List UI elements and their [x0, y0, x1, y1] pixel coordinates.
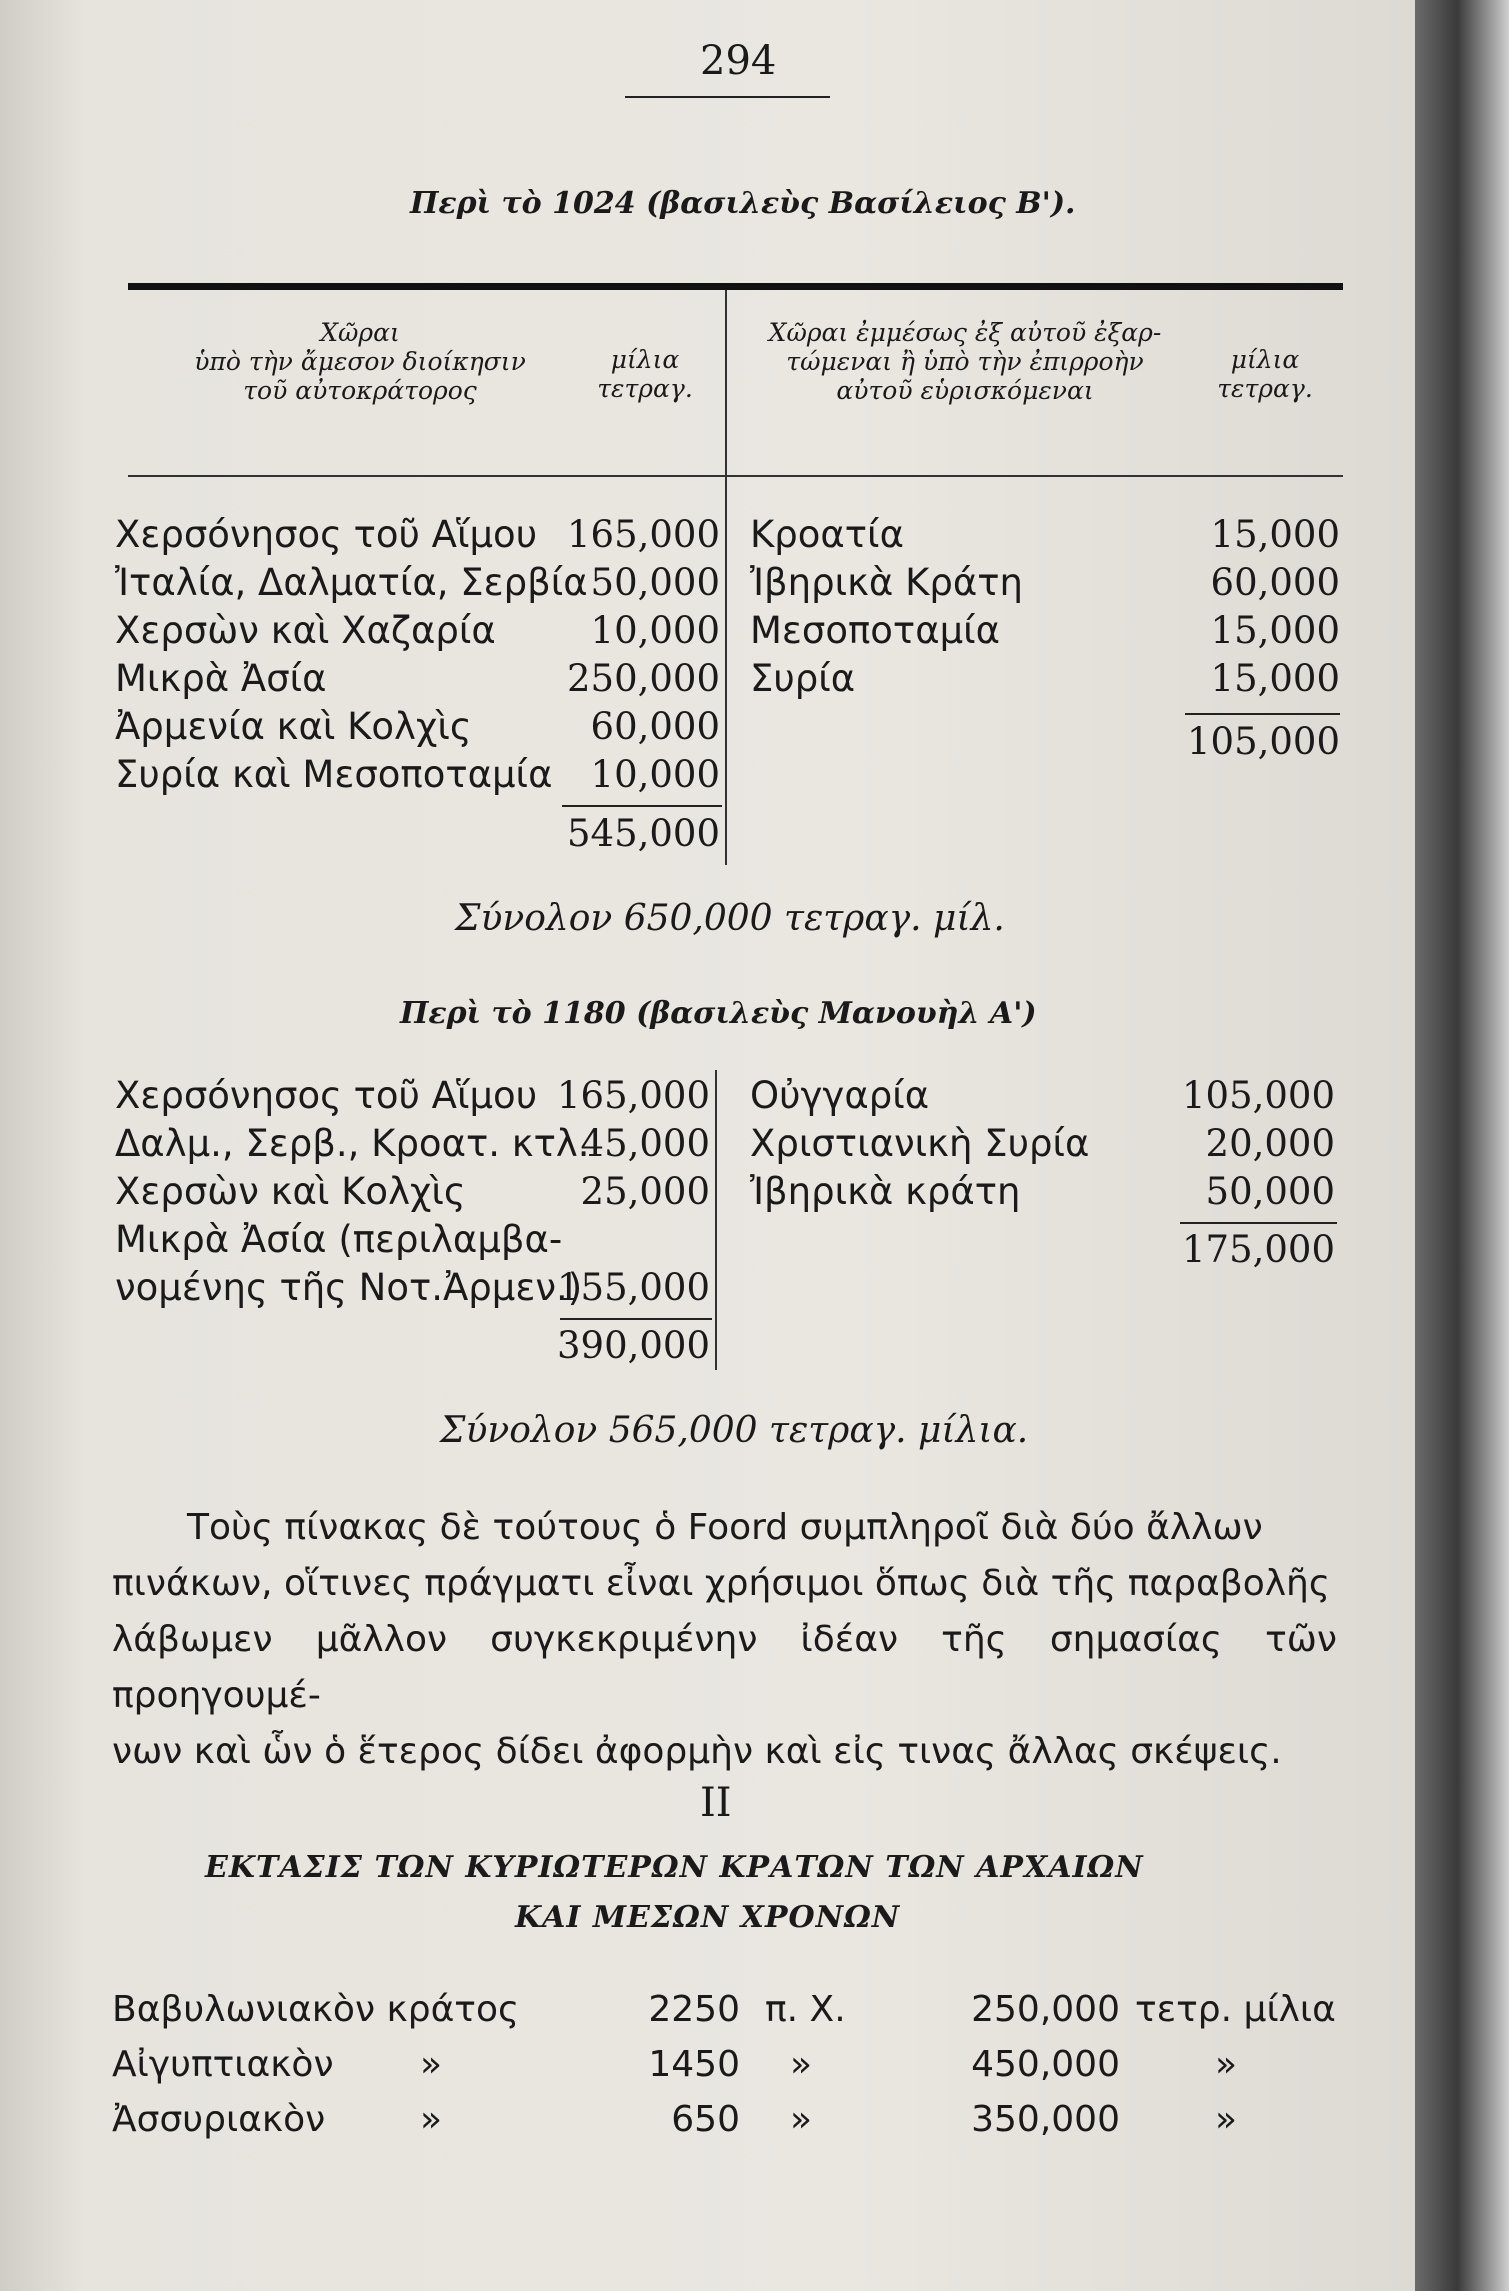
empire-ditto: »	[420, 2099, 443, 2140]
header-left-unit	[585, 345, 705, 403]
section-number: II	[700, 1780, 732, 1826]
header-right-region-line: τώμεναι ἢ ὑπὸ τὴν ἐπιρροὴν	[786, 347, 1144, 376]
page-number-rule	[625, 96, 830, 98]
page-number: 294	[700, 38, 777, 84]
header-left-unit-line: τετραγ.	[597, 374, 693, 403]
empire-unit: »	[1215, 2044, 1238, 2085]
paragraph-line: Τοὺς πίνακας δὲ τούτους ὁ Foord συμπληροῖ διὰ δύο ἄλλων	[187, 1507, 1263, 1548]
table-1180-divider	[715, 1070, 717, 1370]
table-row: Χερσὼν καὶ Χαζαρία	[115, 609, 496, 652]
table-row-value: 20,000	[1205, 1122, 1335, 1165]
table-row: Συρία καὶ Μεσοποταμία	[115, 753, 553, 796]
empire-year: 1450	[648, 2044, 740, 2085]
table-row: Ἀρμενία καὶ Κολχὶς	[115, 705, 472, 748]
table-row: Συρία	[750, 657, 856, 700]
empire-name: Βαβυλωνιακὸν κράτος	[112, 1989, 520, 2030]
heading-1024: Περὶ τὸ 1024 (βασιλεὺς Βασίλειος Β').	[410, 186, 1076, 221]
empire-year: 2250	[648, 1989, 740, 2030]
table-row: Οὐγγαρία	[750, 1074, 930, 1117]
empire-name: Ἀσσυριακὸν	[112, 2099, 326, 2140]
table-row-value: 10,000	[590, 609, 720, 652]
header-left-region	[150, 318, 570, 405]
empire-unit: τετρ. μίλια	[1135, 1989, 1336, 2030]
total-1024: Σύνολον 650,000 τετραγ. μίλ.	[455, 898, 1005, 939]
table-row: Ἰβηρικὰ κράτη	[750, 1170, 1021, 1213]
empire-name: Αἰγυπτιακὸν	[112, 2044, 334, 2085]
table-row-value: 50,000	[1205, 1170, 1335, 1213]
table-row: Μικρὰ Ἀσία	[115, 657, 327, 700]
table-row-value: 10,000	[590, 753, 720, 796]
table-row: νομένης τῆς Νοτ.Ἀρμεν.)	[115, 1266, 583, 1309]
table-row-value: 45,000	[580, 1122, 710, 1165]
table-row-value: 60,000	[1210, 561, 1340, 604]
table-row: Μικρὰ Ἀσία (περιλαμβα-	[115, 1218, 563, 1261]
body-paragraph	[112, 1500, 1337, 1780]
table-row: Ἰταλία, Δαλματία, Σερβία	[115, 561, 588, 604]
header-right-unit-line: τετραγ.	[1217, 374, 1313, 403]
empire-ditto: »	[420, 2044, 443, 2085]
table-row: Κροατία	[750, 513, 904, 556]
table-row: Μεσοποταμία	[750, 609, 1001, 652]
table-row-value: 25,000	[580, 1170, 710, 1213]
paragraph-line: νων καὶ ὧν ὁ ἕτερος δίδει ἀφορμὴν καὶ εἰς τινας ἄλλας σκέψεις.	[112, 1731, 1282, 1772]
section-title-line1: ΕΚΤΑΣΙΣ ΤΩΝ ΚΥΡΙΩΤΕΡΩΝ ΚΡΑΤΩΝ ΤΩΝ ΑΡΧΑΙΩΝ	[205, 1850, 1144, 1885]
table-row-value: 15,000	[1210, 609, 1340, 652]
total-1180: Σύνολον 565,000 τετραγ. μίλια.	[440, 1410, 1029, 1451]
empire-era: »	[790, 2099, 813, 2140]
header-right-unit-line: μίλια	[1230, 345, 1300, 374]
paragraph-line: πινάκων, οἵτινες πράγματι εἶναι χρήσιμοι ὅπως διὰ τῆς παραβολῆς	[112, 1563, 1330, 1604]
paragraph-line: λάβωμεν μᾶλλον συγκεκριμένην ἰδέαν τῆς σημασίας τῶν προηγουμέ-	[112, 1619, 1337, 1716]
table-row: Χερσόνησος τοῦ Αἵμου	[115, 513, 538, 556]
header-right-region-line: αὐτοῦ εὑρισκόμεναι	[836, 376, 1094, 405]
header-right-region	[730, 318, 1200, 405]
sum-rule	[560, 1318, 712, 1320]
book-spine-shadow	[1415, 0, 1509, 2291]
header-left-region-line: ὑπὸ τὴν ἄμεσον διοίκησιν	[194, 347, 526, 376]
table-row-value: 50,000	[590, 561, 720, 604]
table-row-value: 165,000	[566, 513, 720, 556]
left-sum: 545,000	[566, 812, 720, 855]
header-right-unit	[1200, 345, 1330, 403]
sum-rule	[1180, 1222, 1337, 1224]
sum-rule	[1185, 713, 1340, 715]
table-row: Χερσὼν καὶ Κολχὶς	[115, 1170, 466, 1213]
table-row-value: 15,000	[1210, 513, 1340, 556]
left-sum: 390,000	[556, 1324, 710, 1367]
section-title-line2: ΚΑΙ ΜΕΣΩΝ ΧΡΟΝΩΝ	[515, 1900, 901, 1935]
empire-area: 250,000	[971, 1989, 1120, 2030]
table-row-value: 250,000	[566, 657, 720, 700]
empire-unit: »	[1215, 2099, 1238, 2140]
empire-area: 450,000	[971, 2044, 1120, 2085]
table-row-value: 155,000	[556, 1266, 710, 1309]
table-row-value: 15,000	[1210, 657, 1340, 700]
table-row: Δαλμ., Σερβ., Κροατ. κτλ.	[115, 1122, 590, 1165]
right-sum: 105,000	[1186, 720, 1340, 763]
header-left-region-line: τοῦ αὐτοκράτορος	[243, 376, 477, 405]
table-row: Χερσόνησος τοῦ Αἵμου	[115, 1074, 538, 1117]
table-top-rule	[128, 283, 1343, 290]
sum-rule	[562, 805, 722, 807]
table-row: Χριστιανικὴ Συρία	[750, 1122, 1090, 1165]
empire-era: π. Χ.	[765, 1989, 846, 2030]
header-bottom-rule	[128, 475, 1343, 477]
table-1024-divider	[725, 290, 727, 865]
table-row-value: 60,000	[590, 705, 720, 748]
table-row-value: 105,000	[1181, 1074, 1335, 1117]
header-left-unit-line: μίλια	[610, 345, 680, 374]
header-right-region-line: Χῶραι ἐμμέσως ἐξ αὐτοῦ ἐξαρ-	[768, 318, 1162, 347]
right-sum: 175,000	[1181, 1228, 1335, 1271]
heading-1180: Περὶ τὸ 1180 (βασιλεὺς Μανουὴλ Α')	[400, 996, 1037, 1031]
header-left-region-line: Χῶραι	[320, 318, 400, 347]
table-row: Ἰβηρικὰ Κράτη	[750, 561, 1023, 604]
empire-year: 650	[671, 2099, 740, 2140]
empire-era: »	[790, 2044, 813, 2085]
table-row-value: 165,000	[556, 1074, 710, 1117]
empire-area: 350,000	[971, 2099, 1120, 2140]
